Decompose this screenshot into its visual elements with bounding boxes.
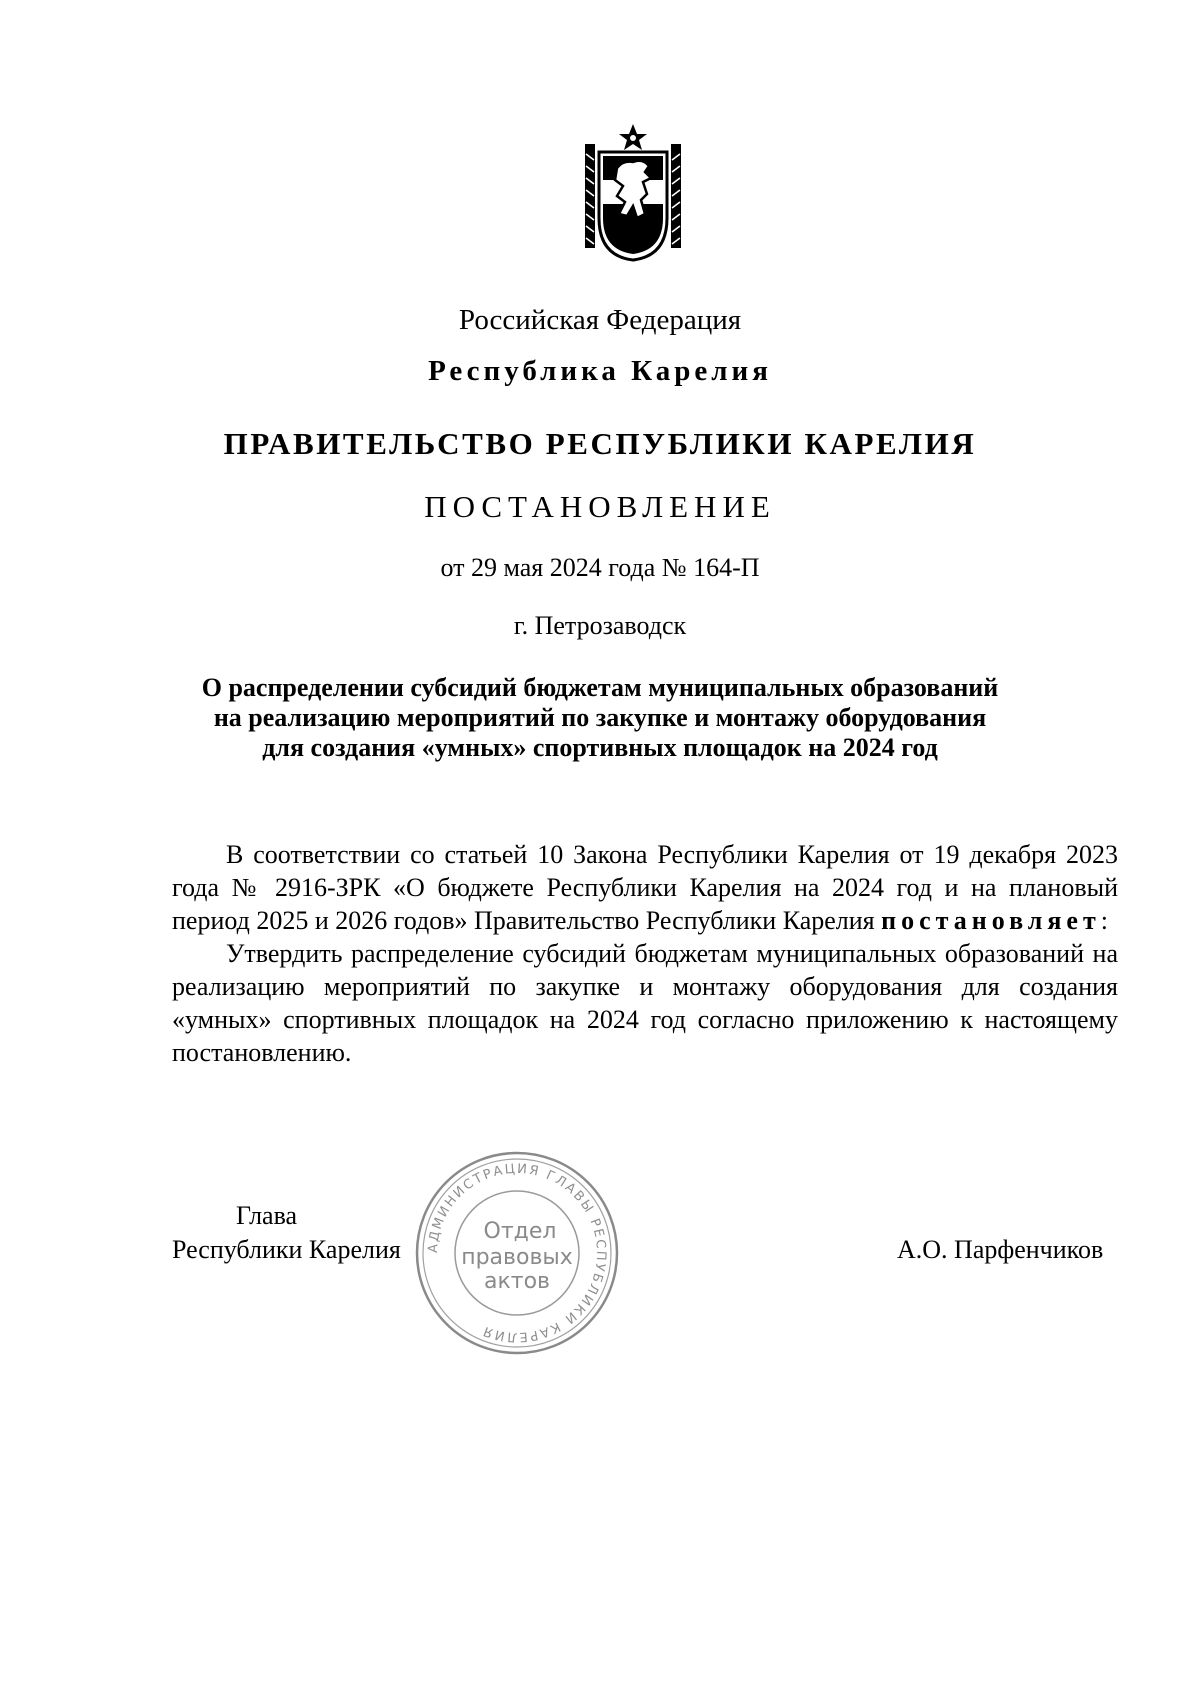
document-type: ПОСТАНОВЛЕНИЕ xyxy=(424,489,776,524)
resolves-word: постановляет xyxy=(881,906,1101,935)
stamp-center-line: актов xyxy=(483,1269,551,1294)
document-subject xyxy=(150,673,1050,763)
document-date-number: от 29 мая 2024 года № 164-П xyxy=(440,553,760,582)
karelia-coat-of-arms-icon xyxy=(583,122,683,264)
subject-line: О распределении субсидий бюджетам муниципальных образований xyxy=(201,673,999,702)
stamp-ring-text: АДМИНИСТРАЦИЯ ГЛАВЫ РЕСПУБЛИКИ КАРЕЛИЯ xyxy=(425,1161,609,1345)
document-city: г. Петрозаводск xyxy=(513,611,687,640)
preamble-text: В соответствии со статьей 10 Закона Республики Карелия от 19 декабря 2023 года № 2916-ЗРК «О бюджете Республики Карелия на 2024 год и на плановый период 2025 и 2026 годов» Правительство Республики Карелия xyxy=(172,840,1118,935)
official-stamp xyxy=(412,1148,622,1358)
resolves-suffix: : xyxy=(1100,906,1108,935)
country-name: Российская Федерация xyxy=(458,304,742,336)
preamble-paragraph xyxy=(172,838,1118,937)
resolution-paragraph: Утвердить распределение субсидий бюджетам муниципальных образований на реализацию мероприятий по закупке и монтажу оборудования для создания «умных» спортивных площадок на 2024 год согласно приложению к настоящему постановлению. xyxy=(172,939,1118,1067)
government-name: ПРАВИТЕЛЬСТВО РЕСПУБЛИКИ КАРЕЛИЯ xyxy=(223,426,977,461)
signatory-title-line1: Глава xyxy=(236,1201,298,1230)
subject-line: для создания «умных» спортивных площадок на 2024 год xyxy=(262,733,938,762)
stamp-center-line: Отдел xyxy=(483,1219,557,1244)
republic-name: Республика Карелия xyxy=(428,355,772,387)
signatory-name: А.О. Парфенчиков xyxy=(897,1235,1104,1264)
subject-line: на реализацию мероприятий по закупке и монтажу оборудования xyxy=(213,703,987,732)
signatory-title-line2: Республики Карелия xyxy=(172,1235,401,1264)
document-body xyxy=(172,838,1118,1069)
stamp-center-line: правовых xyxy=(461,1245,573,1270)
